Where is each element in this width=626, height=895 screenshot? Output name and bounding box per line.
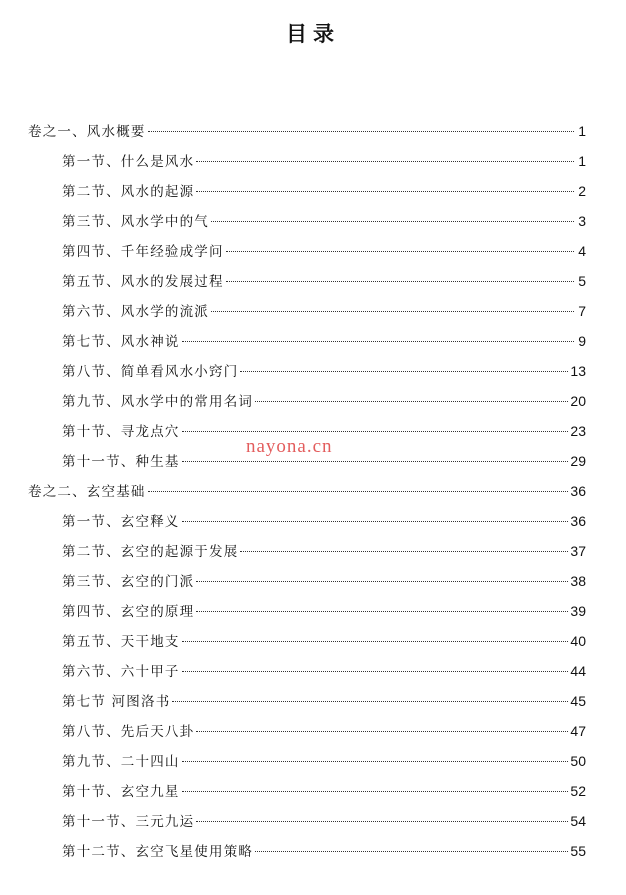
toc-entry-page-number: 52 [570, 783, 586, 799]
toc-entry-page-number: 55 [570, 843, 586, 859]
toc-entry-page-number: 7 [578, 303, 586, 319]
toc-entry-title: 卷之一、风水概要 [28, 124, 146, 140]
toc-entry-page-number: 36 [570, 513, 586, 529]
toc-dot-leader [182, 641, 569, 642]
toc-dot-leader [196, 731, 568, 732]
toc-dot-leader [196, 821, 568, 822]
toc-entry-title: 第一节、什么是风水 [62, 154, 195, 170]
toc-entry-title: 第三节、玄空的门派 [62, 574, 195, 590]
toc-section-entry[interactable] [62, 780, 586, 802]
toc-dot-leader [148, 491, 569, 492]
toc-dot-leader [172, 701, 568, 702]
toc-entry-title: 第九节、风水学中的常用名词 [62, 394, 254, 410]
toc-section-entry[interactable] [62, 390, 586, 412]
toc-section-entry[interactable] [62, 360, 586, 382]
toc-entry-page-number: 1 [578, 153, 586, 169]
toc-entry-page-number: 37 [570, 543, 586, 559]
toc-entry-title: 第十一节、三元九运 [62, 814, 195, 830]
toc-dot-leader [255, 851, 568, 852]
toc-entry-title: 卷之二、玄空基础 [28, 484, 146, 500]
toc-section-entry[interactable] [62, 570, 586, 592]
toc-dot-leader [226, 251, 574, 252]
toc-entry-title: 第二节、风水的起源 [62, 184, 195, 200]
toc-dot-leader [196, 611, 568, 612]
toc-section-entry[interactable] [62, 300, 586, 322]
toc-section-entry[interactable] [62, 210, 586, 232]
toc-entry-page-number: 9 [578, 333, 586, 349]
toc-entry-page-number: 20 [570, 393, 586, 409]
toc-entry-page-number: 36 [570, 483, 586, 499]
toc-entry-page-number: 1 [578, 123, 586, 139]
toc-entry-page-number: 45 [570, 693, 586, 709]
watermark: nayona.cn [246, 436, 333, 457]
toc-entry-title: 第十二节、玄空飞星使用策略 [62, 844, 254, 860]
toc-entry-page-number: 47 [570, 723, 586, 739]
toc-entry-title: 第十节、玄空九星 [62, 784, 180, 800]
toc-entry-title: 第二节、玄空的起源于发展 [62, 544, 239, 560]
toc-section-entry[interactable] [62, 600, 586, 622]
toc-dot-leader [182, 521, 569, 522]
toc-section-entry[interactable] [62, 150, 586, 172]
toc-entry-page-number: 38 [570, 573, 586, 589]
toc-entry-title: 第十节、寻龙点穴 [62, 424, 180, 440]
toc-chapter-entry[interactable] [28, 120, 586, 142]
toc-entry-page-number: 23 [570, 423, 586, 439]
toc-section-entry[interactable] [62, 750, 586, 772]
toc-entry-title: 第四节、玄空的原理 [62, 604, 195, 620]
toc-section-entry[interactable] [62, 840, 586, 862]
toc-entry-title: 第十一节、种生基 [62, 454, 180, 470]
toc-dot-leader [196, 161, 574, 162]
toc-entry-page-number: 40 [570, 633, 586, 649]
toc-entry-title: 第三节、风水学中的气 [62, 214, 209, 230]
toc-entry-title: 第七节、风水神说 [62, 334, 180, 350]
toc-entry-title: 第六节、六十甲子 [62, 664, 180, 680]
toc-entry-title: 第五节、天干地支 [62, 634, 180, 650]
toc-entry-page-number: 44 [570, 663, 586, 679]
toc-section-entry[interactable] [62, 690, 586, 712]
toc-dot-leader [196, 191, 574, 192]
toc-entry-title: 第五节、风水的发展过程 [62, 274, 224, 290]
toc-section-entry[interactable] [62, 240, 586, 262]
toc-chapter-entry[interactable] [28, 480, 586, 502]
toc-entry-page-number: 4 [578, 243, 586, 259]
toc-entry-page-number: 54 [570, 813, 586, 829]
toc-entry-page-number: 2 [578, 183, 586, 199]
toc-dot-leader [240, 371, 568, 372]
toc-entry-title: 第七节 河图洛书 [62, 694, 171, 710]
toc-section-entry[interactable] [62, 720, 586, 742]
toc-entry-page-number: 13 [570, 363, 586, 379]
toc-entry-page-number: 39 [570, 603, 586, 619]
toc-dot-leader [182, 461, 569, 462]
toc-entry-title: 第八节、先后天八卦 [62, 724, 195, 740]
toc-entry-page-number: 5 [578, 273, 586, 289]
toc-entry-page-number: 50 [570, 753, 586, 769]
toc-section-entry[interactable] [62, 180, 586, 202]
toc-dot-leader [182, 671, 569, 672]
toc-section-entry[interactable] [62, 540, 586, 562]
toc-entry-title: 第九节、二十四山 [62, 754, 180, 770]
toc-section-entry[interactable] [62, 810, 586, 832]
toc-section-entry[interactable] [62, 660, 586, 682]
toc-dot-leader [211, 311, 574, 312]
toc-dot-leader [148, 131, 574, 132]
toc-section-entry[interactable] [62, 330, 586, 352]
toc-entry-page-number: 3 [578, 213, 586, 229]
toc-dot-leader [182, 791, 569, 792]
toc-dot-leader [211, 221, 574, 222]
page-title: 目录 [286, 21, 340, 46]
toc-entry-page-number: 29 [570, 453, 586, 469]
toc-dot-leader [182, 431, 569, 432]
toc-entry-title: 第六节、风水学的流派 [62, 304, 209, 320]
toc-dot-leader [196, 581, 568, 582]
toc-dot-leader [255, 401, 568, 402]
toc-section-entry[interactable] [62, 510, 586, 532]
toc-dot-leader [240, 551, 568, 552]
toc-dot-leader [182, 341, 574, 342]
toc-section-entry[interactable] [62, 270, 586, 292]
toc-entry-title: 第八节、简单看风水小窍门 [62, 364, 239, 380]
toc-entry-title: 第一节、玄空释义 [62, 514, 180, 530]
toc-entry-title: 第四节、千年经验成学问 [62, 244, 224, 260]
toc-dot-leader [226, 281, 574, 282]
toc-dot-leader [182, 761, 569, 762]
toc-section-entry[interactable] [62, 630, 586, 652]
